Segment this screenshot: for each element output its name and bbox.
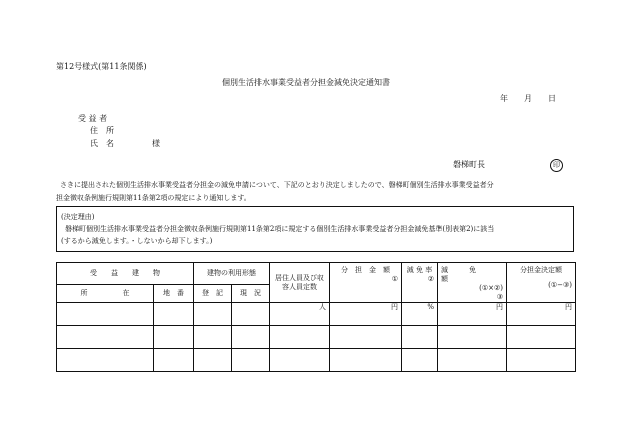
date-line: 年 月 日	[500, 94, 556, 103]
header-current-status: 現 況	[232, 285, 270, 303]
decision-reason-box	[56, 206, 574, 252]
issuer-name: 磐梯町長	[453, 160, 485, 169]
reason-line1: 磐梯町個別生活排水事業受益者分担金徴収条例施行規則第11条第2項に規定する個別生活排水事業受益者分担金減免基準(別表第2)に該当	[65, 225, 495, 233]
unit-yen-final: 円	[507, 303, 576, 326]
header-reduction-amount: 減 免 額 (①×②) ③	[438, 263, 507, 303]
table-cell	[194, 326, 232, 349]
reason-line2: (するから減免します。・しないから却下します。)	[61, 237, 213, 245]
name-label: 氏 名	[90, 139, 114, 148]
table-cell	[154, 326, 194, 349]
header-lot-number: 地 番	[154, 285, 194, 303]
table-cell	[232, 349, 270, 372]
form-number: 第12号様式(第11条関係)	[56, 62, 147, 71]
body-text-line2: 担金徴収条例施行規則第11条第2項の規定により通知します。	[56, 194, 251, 202]
header-benefit-building: 受 益 建 物	[57, 263, 194, 285]
table-cell	[507, 349, 576, 372]
body-text-line1: さきに提出された個別生活排水事業受益者分担金の減免申請について、下記のとおり決定しましたので、磐梯町個別生活排水事業受益者分	[60, 181, 494, 189]
header-final-amount: 分担金決定額 (①−③)	[507, 263, 576, 303]
recipient-label: 受 益 者	[78, 114, 108, 123]
header-residents: 居住人員及び収容人員定数	[270, 263, 330, 303]
address-label: 住 所	[90, 126, 114, 135]
table-cell	[57, 349, 154, 372]
table-cell	[57, 326, 154, 349]
reason-heading: (決定理由)	[61, 213, 95, 221]
table-cell	[270, 349, 330, 372]
unit-percent: %	[402, 303, 438, 326]
table-cell	[194, 349, 232, 372]
document-title: 個別生活排水事業受益者分担金減免決定通知書	[222, 78, 390, 87]
table-cell	[232, 326, 270, 349]
table-cell	[402, 326, 438, 349]
header-assessment-amount: 分 担 金 額 ①	[330, 263, 402, 303]
table-cell	[330, 326, 402, 349]
table-cell	[402, 349, 438, 372]
honorific: 様	[152, 139, 160, 148]
cell-registry	[194, 303, 232, 326]
cell-lot	[154, 303, 194, 326]
unit-yen-amount: 円	[330, 303, 402, 326]
table-cell	[270, 326, 330, 349]
table-cell	[330, 349, 402, 372]
unit-person: 人	[270, 303, 330, 326]
cell-location	[57, 303, 154, 326]
table-cell	[154, 349, 194, 372]
table-cell	[507, 326, 576, 349]
assessment-table	[56, 262, 576, 372]
official-seal: 印	[550, 159, 563, 172]
cell-status	[232, 303, 270, 326]
table-cell	[438, 326, 507, 349]
table-cell	[438, 349, 507, 372]
unit-yen-reduction: 円	[438, 303, 507, 326]
header-location: 所 在	[57, 285, 154, 303]
header-reduction-rate: 減 免 率 ②	[402, 263, 438, 303]
header-registry: 登 記	[194, 285, 232, 303]
header-building-usage: 建物の利用形態	[194, 263, 270, 285]
